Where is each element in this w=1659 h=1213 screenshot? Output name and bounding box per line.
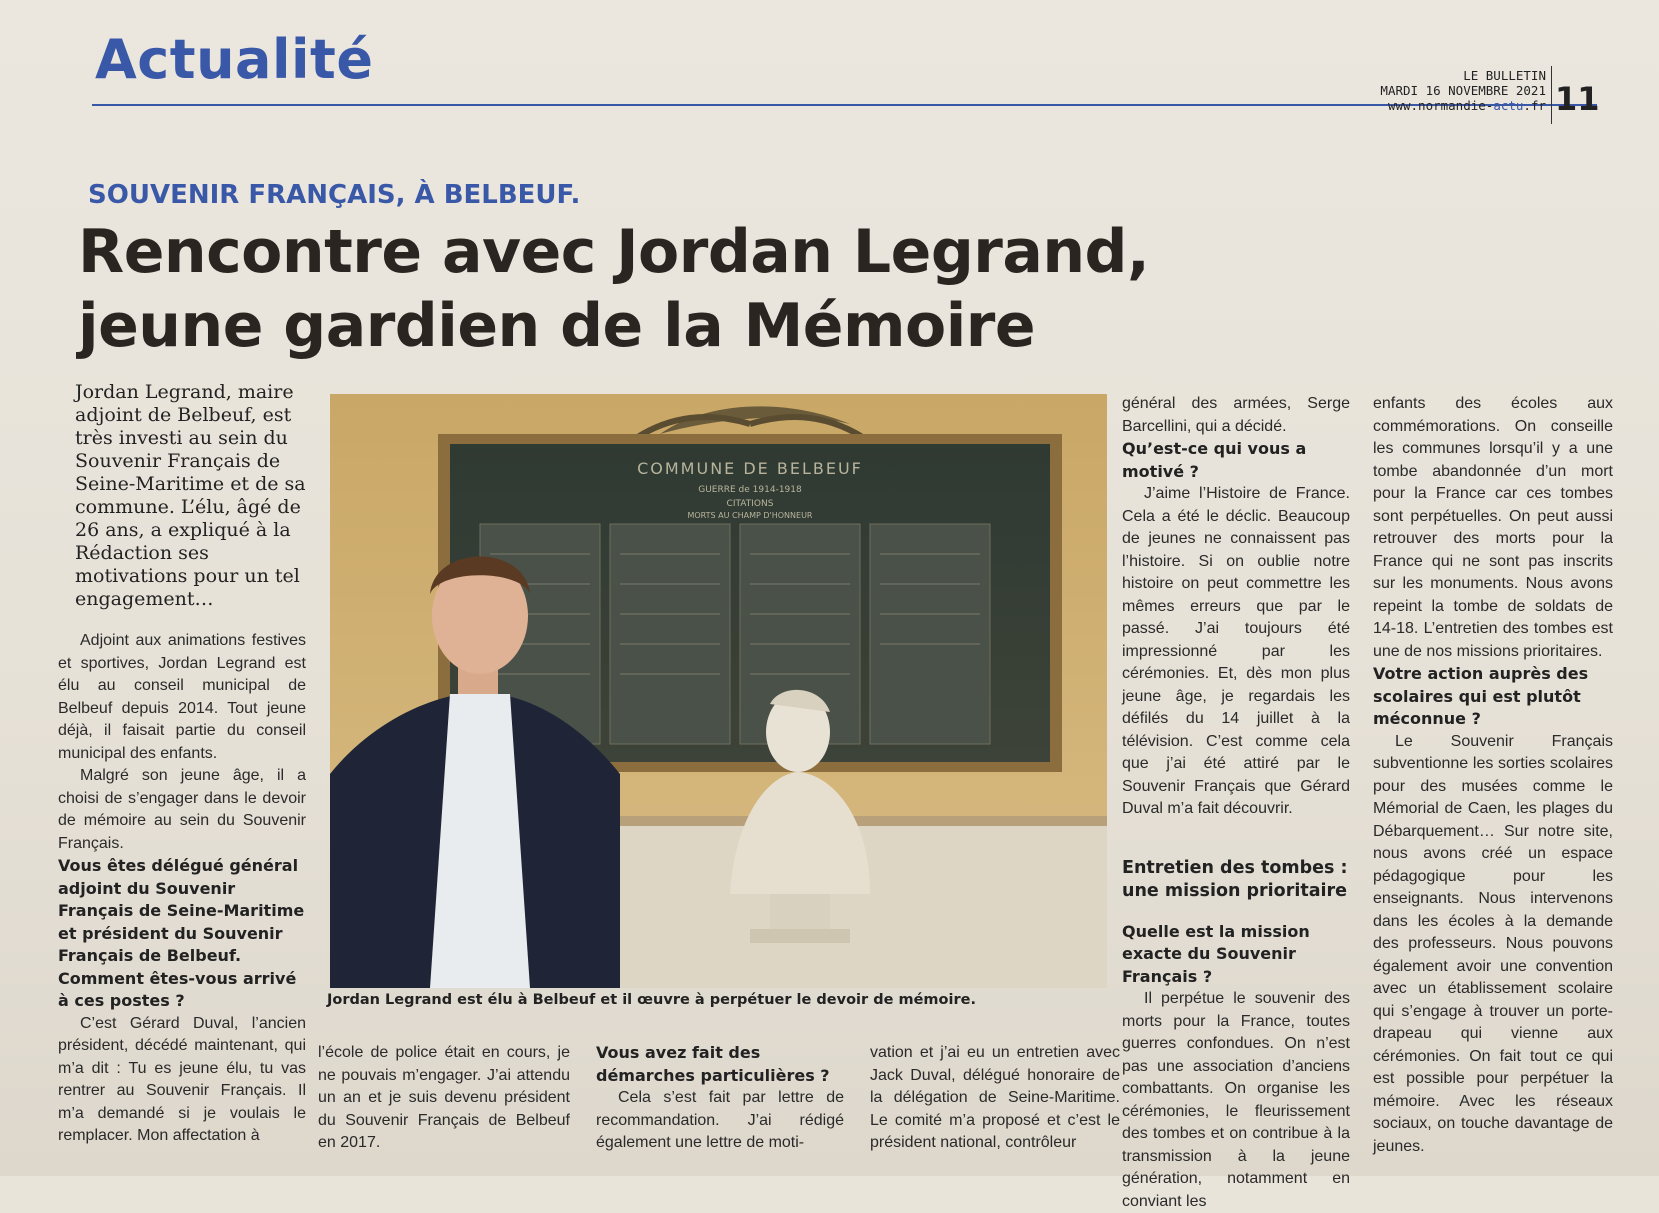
masthead [1380, 68, 1546, 113]
col4-paragraph-1: vation et j’ai eu un entretien avec Jack Duval, délégué honoraire de la délégation de Seine-Maritime. Le comité m’a proposé et c’est le président national, contrôleur [870, 1044, 1120, 1151]
page-number: 11 [1555, 80, 1600, 118]
photo-illustration [330, 394, 1107, 988]
col6-question-1: Votre action auprès des scolaires qui est plutôt méconnue ? [1373, 664, 1589, 728]
plaque-citations: CITATIONS [726, 499, 774, 509]
col5-question-1: Qu’est-ce qui vous a motivé ? [1122, 439, 1307, 481]
column-3 [596, 1042, 844, 1155]
column-5 [1122, 393, 1350, 1213]
column-4 [870, 1042, 1120, 1155]
article-intro: Jordan Legrand, maire adjoint de Belbeuf, est très investi au sein du Souvenir Français de Seine-Maritime et de sa commune. L’élu, âgé de 26 ans, a expliqué à la Rédaction ses motivations pour un tel engagement… [75, 381, 306, 610]
col1-paragraph-2: Malgré son jeune âge, il a choisi de s’engager dans le devoir de mémoire au sein du Souvenir Français. [58, 767, 306, 852]
col6-paragraph-1: Le Souvenir Français subventionne les sorties scolaires pour des musées comme le Mémorial de Caen, les plages du Débarquement… Sur notre site, nous avons créé un espace pédagogique pour les enseignants. Nous intervenons dans les écoles à la demande des professeurs. Nous pouvons également avoir une convention avec un établissement scolaire qui s’engage à trouver un porte-drapeau qui vienne aux cérémonies. On fait tout ce qui est possible pour perpétuer la mémoire. Avec les réseaux sociaux, on touche davantage de jeunes. [1373, 732, 1613, 1155]
section-title: Actualité [95, 28, 374, 91]
col3-question-1: Vous avez fait des démarches particulières ? [596, 1043, 830, 1085]
issue-date: MARDI 16 NOVEMBRE 2021 [1380, 83, 1546, 98]
col1-question-1: Vous êtes délégué général adjoint du Souvenir Français de Seine-Maritime et président du Souvenir Français de Belbeuf. Comment êtes-vous arrivé à ces postes ? [58, 856, 305, 1010]
header-rule [92, 104, 1597, 106]
paper-name: LE BULLETIN [1463, 68, 1546, 83]
col3-paragraph-1: Cela s’est fait par lettre de recommandation. J’ai rédigé également une lettre de moti- [596, 1089, 844, 1151]
headline-line-2: jeune gardien de la Mémoire [78, 291, 1036, 361]
column-6 [1373, 393, 1613, 1158]
col5-paragraph-2: Il perpétue le souvenir des morts pour la France, toutes guerres confondues. On n’est pas une association d’anciens combattants. On organise les cérémonies, le fleurissement des tombes et on contribue à la transmission à la jeune génération, notamment en conviant les [1122, 990, 1350, 1210]
column-1 [58, 630, 306, 1148]
col5-subhead: Entretien des tombes : une mission prioritaire [1122, 857, 1348, 901]
website-url [1380, 98, 1546, 113]
col5-paragraph-1: J’aime l’Histoire de France. Cela a été le déclic. Beaucoup de jeunes ne connaissent pas l’histoire. Si on oublie notre histoire on peut commettre les mêmes erreurs que par le passé. J’ai toujours été impressionné par les cérémonies. Et, dès mon plus jeune âge, je regardais les défilés du 14 juillet à la télévision. C’est comme cela que j’ai été attiré par le Souvenir Français que Gérard Duval m’a fait découvrir. [1122, 485, 1350, 817]
col5-paragraph-0: général des armées, Serge Barcellini, qui a décidé. [1122, 395, 1350, 435]
col1-paragraph-1: Adjoint aux animations festives et sportives, Jordan Legrand est élu au conseil municipal de Belbeuf depuis 2014. Tout jeune déjà, il faisait partie du conseil municipal des enfants. [58, 632, 306, 762]
photo-caption: Jordan Legrand est élu à Belbeuf et il œuvre à perpétuer le devoir de mémoire. [327, 992, 976, 1008]
article-photo [330, 394, 1107, 988]
article-kicker: SOUVENIR FRANÇAIS, À BELBEUF. [88, 180, 581, 210]
url-prefix: www.normandie- [1387, 98, 1494, 113]
column-2 [318, 1042, 570, 1155]
col6-paragraph-0: enfants des écoles aux commémorations. On conseille les communes lorsqu’il y a une tombe abandonnée d’un mort pour la France car ces tombes sont perpétuelles. On peut aussi retrouver des morts pour la France qui ne sont pas inscrits sur les monuments. Nous avons repeint la tombe de soldats de 14-18. L’entretien des tombes est une de nos missions prioritaires. [1373, 395, 1613, 660]
article-headline [78, 215, 1278, 363]
url-suffix: .fr [1523, 98, 1546, 113]
headline-line-1: Rencontre avec Jordan Legrand, [78, 217, 1150, 287]
url-highlight: actu [1493, 98, 1524, 113]
plaque-commune: COMMUNE DE BELBEUF [637, 459, 863, 478]
plaque-guerre: GUERRE de 1914-1918 [698, 485, 802, 495]
masthead-separator [1551, 66, 1552, 124]
col2-paragraph-1: l’école de police était en cours, je ne pouvais m’engager. J’ai attendu un an et je suis devenu président du Souvenir Français de Belbeuf en 2017. [318, 1044, 570, 1151]
plaque-morts: MORTS AU CHAMP D'HONNEUR [687, 511, 813, 520]
col5-question-2: Quelle est la mission exacte du Souvenir Français ? [1122, 921, 1310, 986]
col1-paragraph-3: C’est Gérard Duval, l’ancien président, décédé maintenant, qui m’a dit : Tu es jeune élu, tu vas rentrer au Souvenir Français. Il m’a demandé si je voulais le remplacer. Mon affectation à [58, 1014, 306, 1144]
